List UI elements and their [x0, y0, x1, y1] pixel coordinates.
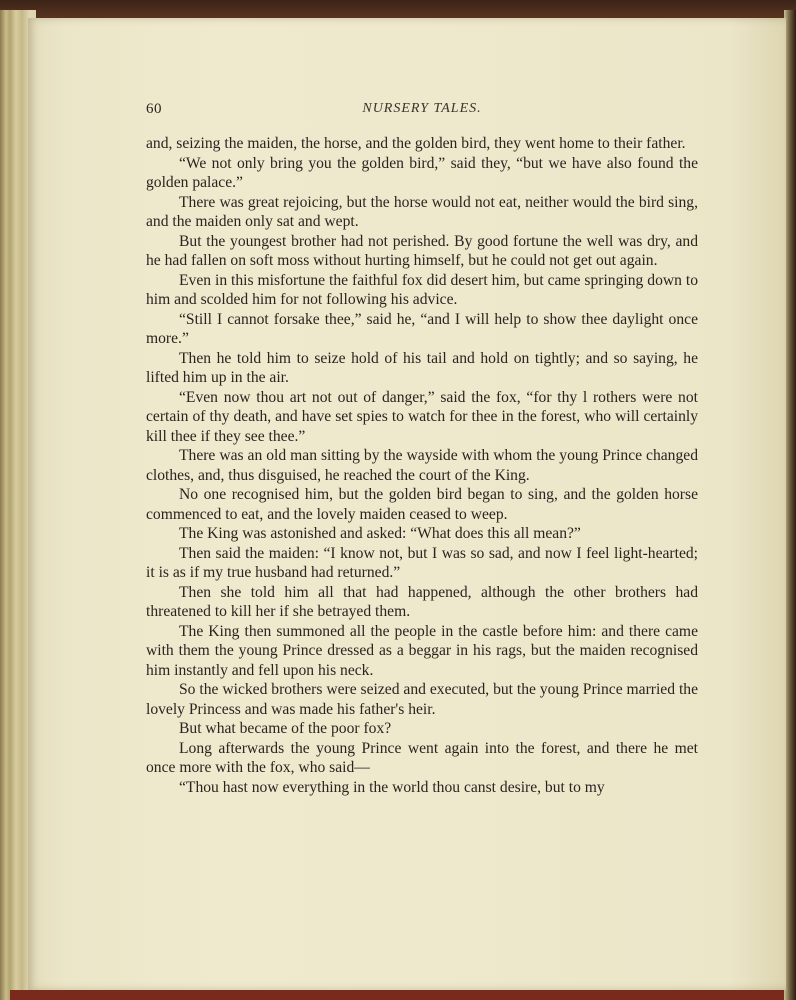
- paragraph: The King was astonished and asked: “What does this all mean?”: [179, 525, 581, 542]
- book-bottom-edge: [10, 990, 796, 1000]
- paragraph: So the wicked brothers were seized and executed, but the young Prince married the lovely Princess and was made his father's heir.: [146, 681, 698, 718]
- paragraph: Then said the maiden: “I know not, but I was so sad, and now I feel light-hearted; it is as if my true husband had returned.”: [146, 544, 698, 581]
- paragraph: There was great rejoicing, but the horse would not eat, neither would the bird sing, and the maiden only sat and wept.: [146, 193, 698, 230]
- paragraph: Even in this misfortune the faithful fox did desert him, but came springing down to him and scolded him for not following his advice.: [146, 271, 698, 308]
- page-body: [146, 134, 698, 797]
- paragraph: Long afterwards the young Prince went again into the forest, and there he met once more with the fox, who said—: [146, 739, 698, 776]
- paragraph: The King then summoned all the people in the castle before him: and there came with them the young Prince dressed as a beggar in his rags, but the maiden recognised him instantly and fell upon his neck.: [146, 622, 698, 679]
- page-number: 60: [146, 101, 162, 117]
- paragraph: No one recognised him, but the golden bird began to sing, and the golden horse commenced to eat, and the lovely maiden ceased to weep.: [146, 486, 698, 523]
- paragraph: Then she told him all that had happened, although the other brothers had threatened to kill her if she betrayed them.: [146, 583, 698, 620]
- page-header: [146, 101, 698, 123]
- paragraph: But the youngest brother had not perished. By good fortune the well was dry, and he had fallen on soft moss without hurting himself, but he could not get out again.: [146, 232, 698, 269]
- paragraph: and, seizing the maiden, the horse, and the golden bird, they went home to their father.: [146, 135, 686, 152]
- running-head: NURSERY TALES.: [362, 101, 482, 116]
- paragraph: There was an old man sitting by the wayside with whom the young Prince changed clothes, and, thus disguised, he reached the court of the King.: [146, 447, 698, 484]
- paragraph: “Thou hast now everything in the world thou canst desire, but to my: [179, 778, 605, 796]
- paragraph: “Even now thou art not out of danger,” said the fox, “for thy l rothers were not certain of thy death, and have set spies to watch for thee in the forest, who will certainly kill thee if they see thee.”: [146, 388, 698, 445]
- paragraph: Then he told him to seize hold of his tail and hold on tightly; and so saying, he lifted him up in the air.: [146, 349, 698, 386]
- paragraph: “We not only bring you the golden bird,” said they, “but we have also found the golden palace.”: [146, 154, 698, 191]
- paragraph: But what became of the poor fox?: [179, 720, 392, 737]
- paragraph: “Still I cannot forsake thee,” said he, “and I will help to show thee daylight once more.”: [146, 310, 698, 347]
- book-top-edge: [0, 0, 796, 18]
